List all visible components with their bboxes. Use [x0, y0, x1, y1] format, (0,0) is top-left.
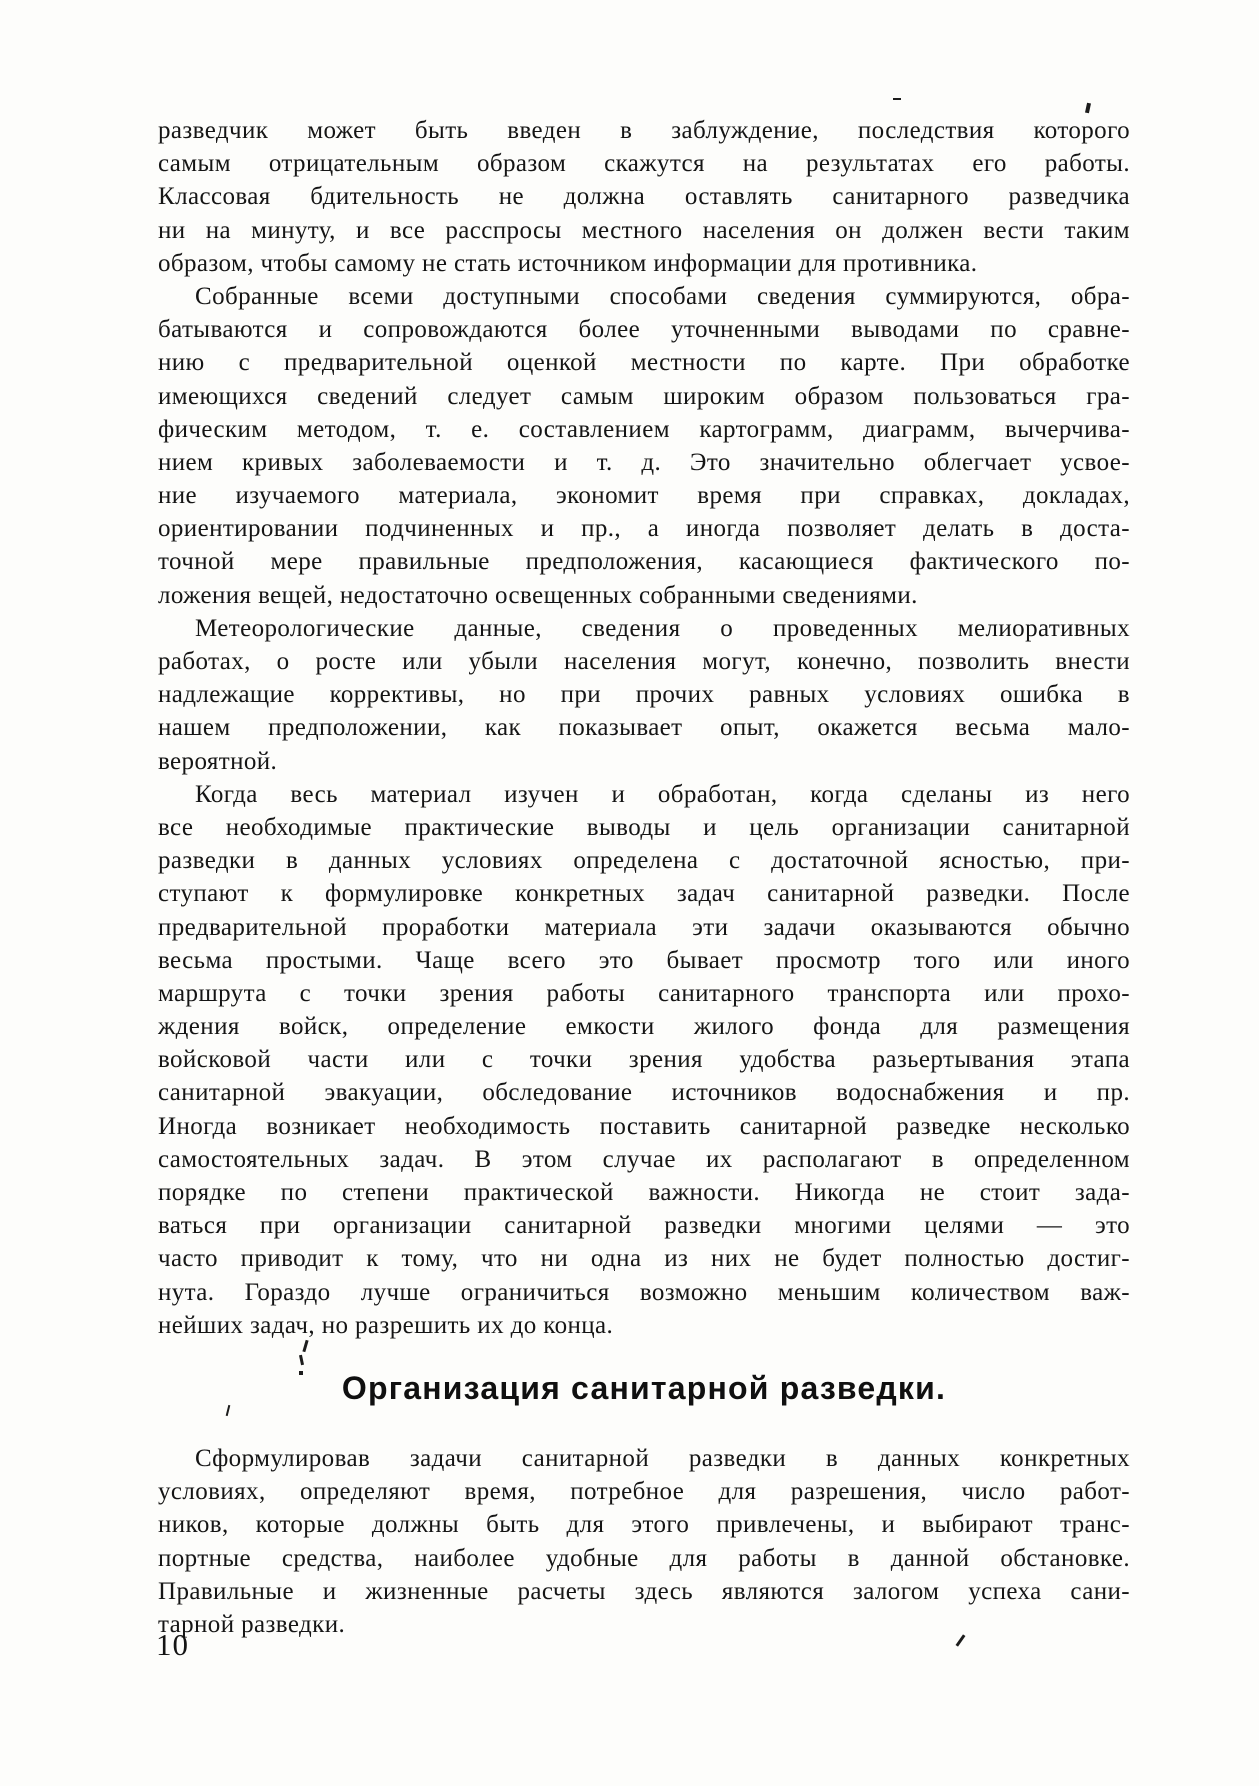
text-line: фическим методом, т. е. составлением картограмм, диаграмм, вычерчива- — [158, 415, 1130, 443]
text-line: ложения вещей, недостаточно освещенных собранными сведениями. — [158, 581, 918, 609]
text-line: Собранные всеми доступными способами сведения суммируются, обра- — [195, 282, 1130, 310]
text-line: нейших задач, но разрешить их до конца. — [158, 1311, 614, 1339]
text-line: порядке по степени практической важности. Никогда не стоит зада- — [158, 1179, 1130, 1206]
text-line: ников, которые должны быть для этого привлечены, и выбирают транс- — [158, 1511, 1130, 1539]
text-line: Когда весь материал изучен и обработан, когда сделаны из него — [195, 780, 1130, 808]
text-line: Правильные и жизненные расчеты здесь являются залогом успеха сани- — [158, 1577, 1130, 1605]
text-line: самым отрицательным образом скажутся на результатах его работы. — [158, 150, 1130, 178]
text-line: весьма простыми. Чаще всего это бывает просмотр того или иного — [158, 946, 1130, 974]
text-line: Классовая бдительность не должна оставлять санитарного разведчика — [158, 183, 1130, 211]
text-line: нута. Гораздо лучше ограничиться возможно меньшим количеством важ- — [158, 1278, 1130, 1306]
scan-speck — [893, 98, 901, 100]
scan-speck — [1085, 103, 1091, 114]
text-line: работах, о росте или убыли населения могут, конечно, позволить внести — [158, 648, 1130, 675]
text-line: условиях, определяют время, потребное для разрешения, число работ- — [158, 1478, 1130, 1506]
text-line: Иногда возникает необходимость поставить санитарной разведке несколько — [158, 1112, 1130, 1140]
text-line: имеющихся сведений следует самым широким образом пользоваться гра- — [158, 382, 1130, 410]
text-line: образом, чтобы самому не стать источником информации для противника. — [158, 249, 978, 277]
text-line: ни на минуту, и все расспросы местного населения он должен вести таким — [158, 216, 1130, 244]
text-line: портные средства, наиболее удобные для работы в данной обстановке. — [158, 1544, 1130, 1572]
text-line: точной мере правильные предположения, касающиеся фактического по- — [158, 548, 1130, 576]
text-line: ваться при организации санитарной разведки многими целями — это — [158, 1212, 1130, 1240]
text-line: вероятной. — [158, 747, 278, 775]
text-line: батываются и сопровождаются более уточненными выводами по сравне- — [158, 316, 1130, 344]
text-line: нашем предположении, как показывает опыт, окажется весьма мало- — [158, 714, 1130, 742]
text-line: нию с предварительной оценкой местности по карте. При обработке — [158, 349, 1130, 377]
text-line: Сформулировав задачи санитарной разведки в данных конкретных — [195, 1444, 1130, 1472]
text-line: тарной разведки. — [158, 1610, 346, 1638]
page-number: 10 — [156, 1627, 189, 1662]
text-line: надлежащие коррективы, но при прочих равных условиях ошибка в — [158, 681, 1130, 709]
text-line: самостоятельных задач. В этом случае их располагают в определенном — [158, 1145, 1130, 1173]
text-line: Метеорологические данные, сведения о проведенных мелиоративных — [195, 614, 1130, 642]
text-line: часто приводит к тому, что ни одна из них не будет полностью достиг- — [158, 1245, 1130, 1273]
text-line: разведчик может быть введен в заблуждение, последствия которого — [158, 117, 1130, 144]
text-line: предварительной проработки материала эти задачи оказываются обычно — [158, 913, 1130, 941]
text-line: ние изучаемого материала, экономит время при справках, докладах, — [158, 482, 1130, 510]
text-line: разведки в данных условиях определена с достаточной ясностью, при- — [158, 847, 1130, 875]
text-line: санитарной эвакуации, обследование источников водоснабжения и пр. — [158, 1079, 1130, 1107]
text-line: войсковой части или с точки зрения удобства разьертывания этапа — [158, 1046, 1130, 1074]
text-line: ждения войск, определение емкости жилого фонда для размещения — [158, 1013, 1130, 1041]
text-line: все необходимые практические выводы и цель организации санитарной — [158, 813, 1130, 841]
text-line: ступают к формулировке конкретных задач санитарной разведки. После — [158, 880, 1130, 908]
text-column — [158, 114, 1130, 1641]
text-line: нием кривых заболеваемости и т. д. Это значительно облегчает усвое- — [158, 448, 1130, 476]
section-heading: Организация санитарной разведки. — [341, 1369, 947, 1406]
text-line: ориентировании подчиненных и пр., а иногда позволяет делать в доста- — [158, 515, 1130, 543]
scan-squiggle — [299, 1371, 303, 1375]
text-line: маршрута с точки зрения работы санитарного транспорта или прохо- — [158, 979, 1130, 1007]
